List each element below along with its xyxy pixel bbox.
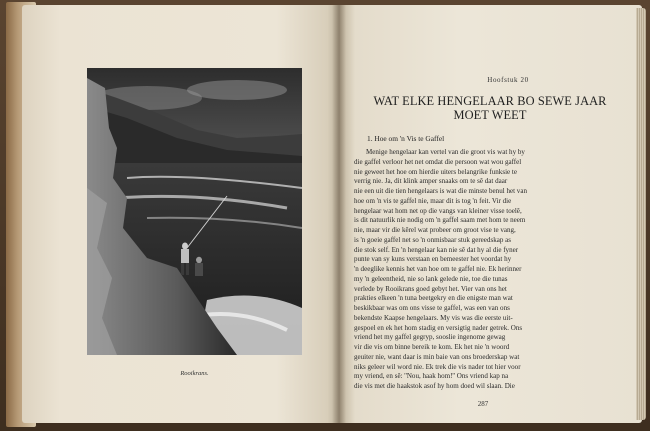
body-line: die vis met die haakstok asof hy hom doed wil slaan. Die [354, 382, 515, 390]
body-line: verlede by Rooikrans goed gebyt het. Vier van ons het [354, 284, 507, 293]
body-line: die gaffel verloor het net omdat die persoon wat wou gaffel [354, 157, 522, 166]
page-number: 287 [477, 400, 489, 408]
body-line: vriend het my gaffel gegryp, sooslie ingenome gewag [354, 333, 506, 342]
body-line: beskikbaar was om ons visse te gaffel, was een van ons [354, 304, 510, 312]
page-edges [636, 8, 646, 420]
body-line: hoe om 'n vis te gaffel nie, maar dit is tog 'n feit. Vir die [354, 196, 512, 205]
chapter-heading: Hoofstuk 20 [487, 76, 529, 84]
coastal-fishing-photo [87, 68, 302, 355]
book-gutter [332, 5, 346, 423]
body-line: punte van sy kuns verstaan en bemeester het voordat hy [354, 255, 512, 264]
body-line: gespoel en ek het hom stadig en versigtig nader getrek. Ons [354, 323, 523, 332]
photo-caption: Rooikrans. [180, 370, 209, 377]
body-line: geuiter nie, want daar is min baie van ons broederskap wat [354, 352, 520, 361]
body-line: bekendste Kaapse hengelaars. My vis was die eerste uit- [354, 313, 513, 322]
section-heading: 1. Hoe om 'n Vis te Gaffel [367, 134, 445, 143]
body-line: nie, maar vir die kêrel wat probeer om groot vise te vang, [354, 226, 516, 234]
body-line: die stok self. En 'n hengelaar kan nie sê dat hy al die fyner [354, 245, 519, 254]
chapter-title-line-1: WAT ELKE HENGELAAR BO SEWE JAAR [373, 94, 607, 108]
body-line: Menige hengelaar kan vertel van die groot vis wat hy by [366, 148, 525, 156]
body-line: nie geweet het hoe om hierdie uiters belangrike funksie te [354, 167, 517, 176]
body-line: is dit natuurlik nie nodig om 'n gaffel saam met hom te neem [354, 216, 526, 225]
body-line: 'n deeglike kennis het van hoe om te gaffel nie. Ek herinner [354, 265, 522, 273]
body-line: verrig nie. Ja, dit klink amper snaaks om te sê dat daar [354, 177, 508, 186]
body-line: is 'n goeie gaffel net so 'n onmisbaar stuk gereedskap as [354, 235, 512, 244]
body-line: my vriend, en sê: ''Nou, haak hom!'' Ons vriend kap na [354, 372, 509, 381]
body-line: vir die vis om binne bereik te kom. Ek het nie 'n woord [354, 343, 510, 351]
chapter-title [352, 94, 628, 122]
body-line: my 'n geleentheid, nie so lank gelede nie, toe die tunas [354, 274, 508, 283]
chapter-title-line-2: MOET WEET [453, 108, 527, 122]
body-line: nie een uit die tien hengelaars is wat die minste benul het van [354, 187, 527, 195]
body-line: hengelaar wat hom net op die vangs van kleiner visse toelê, [354, 206, 522, 215]
body-line: niks geleer wil word nie. Ek trek die vis nader tot hier voor [354, 362, 521, 371]
body-paragraph [354, 148, 620, 392]
body-line: prakties elkeen 'n tuna beetgekry en die enigste man wat [354, 294, 513, 303]
